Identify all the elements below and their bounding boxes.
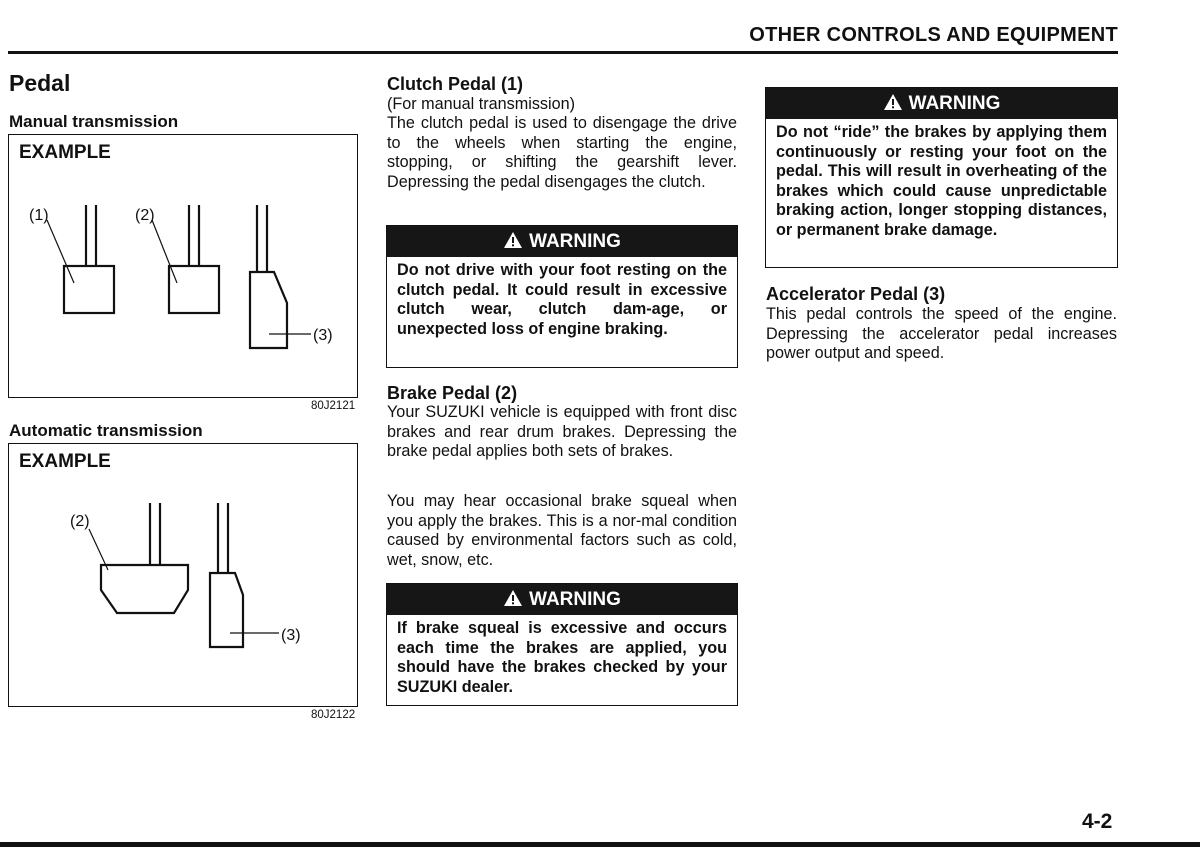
figure-code: 80J2122 [311, 709, 356, 721]
page-number: 4-2 [1082, 810, 1113, 833]
label-3: (3) [281, 627, 301, 644]
warning-header [766, 88, 1117, 119]
clutch-pedal-text: The clutch pedal is used to disengage the drive to the wheels when starting the engine, stopping, or shifting the gearshift lever. Depressing the pedal disengages the clutch. [387, 114, 737, 191]
automatic-transmission-heading: Automatic transmission [9, 421, 203, 440]
brake-pedal-heading: Brake Pedal (2) [387, 383, 518, 403]
section-title: OTHER CONTROLS AND EQUIPMENT [749, 24, 1118, 46]
clutch-pedal-subtitle: (For manual transmission) [387, 95, 576, 113]
figure-code: 80J2121 [311, 400, 356, 412]
label-2: (2) [70, 513, 90, 530]
ride-brakes-warning-box [765, 87, 1118, 268]
page-title: Pedal [9, 70, 71, 96]
warning-triangle-icon [883, 93, 903, 111]
label-3: (3) [313, 327, 333, 344]
figure-title: EXAMPLE [19, 451, 111, 472]
brake-pedal-text-2: You may hear occasional brake squeal when you apply the brakes. This is a nor-mal condition caused by environmental factors such as cold, wet, snow, etc. [387, 492, 737, 569]
label-2: (2) [135, 207, 155, 224]
warning-triangle-icon [503, 589, 523, 607]
header-rule [8, 51, 1118, 54]
manual-transmission-heading: Manual transmission [9, 112, 179, 131]
bottom-rule [0, 842, 1200, 847]
automatic-pedal-figure [8, 443, 358, 707]
warning-triangle-icon [503, 231, 523, 249]
manual-pedal-figure [8, 134, 358, 398]
warning-header [387, 584, 737, 615]
accelerator-pedal-heading: Accelerator Pedal (3) [766, 284, 946, 304]
warning-text: Do not “ride” the brakes by applying them continuously or resting your foot on the pedal. This will result in overheating of the brakes which could cause unpredictable braking action, longer stopping distances, or permanent brake damage. [776, 123, 1107, 239]
warning-text: If brake squeal is excessive and occurs each time the brakes are applied, you should have the brakes checked by your SUZUKI dealer. [397, 619, 727, 696]
clutch-warning-box [386, 225, 738, 368]
warning-label: WARNING [529, 589, 621, 610]
figure-title: EXAMPLE [19, 142, 111, 163]
warning-label: WARNING [908, 93, 1001, 114]
warning-text: Do not drive with your foot resting on the clutch pedal. It could result in excessive clutch wear, clutch dam-age, or unexpected loss of engine braking. [397, 261, 727, 338]
warning-header [387, 226, 737, 257]
brake-warning-box [386, 583, 738, 706]
accelerator-pedal-text: This pedal controls the speed of the engine. Depressing the accelerator pedal increases power output and speed. [766, 305, 1117, 362]
automatic-pedal-diagram [9, 444, 357, 706]
warning-label: WARNING [529, 231, 621, 252]
clutch-pedal-heading: Clutch Pedal (1) [387, 74, 524, 94]
label-1: (1) [29, 207, 49, 224]
manual-pedal-diagram [9, 135, 357, 397]
brake-pedal-text-1: Your SUZUKI vehicle is equipped with front disc brakes and rear drum brakes. Depressing the brake pedal applies both sets of brakes. [387, 403, 737, 460]
